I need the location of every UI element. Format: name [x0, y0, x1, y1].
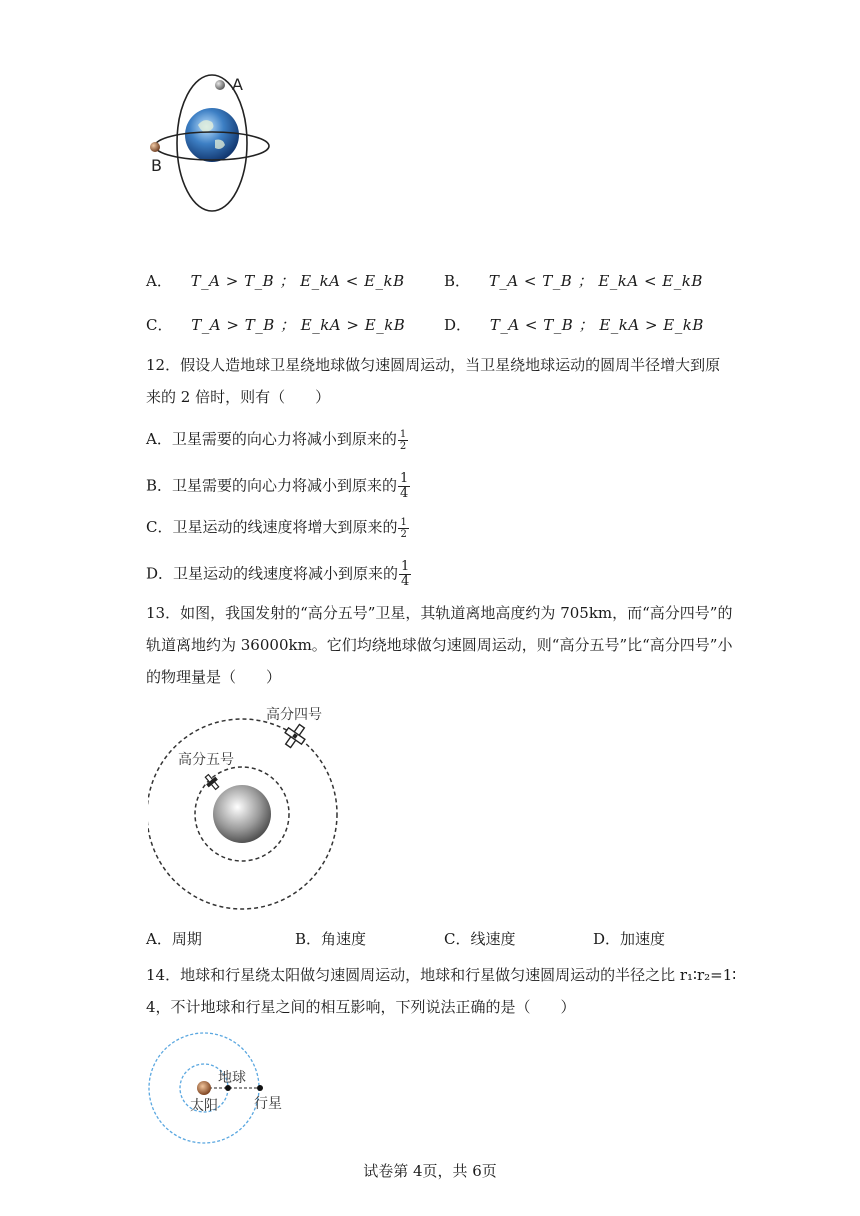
- fraction: $\frac{1}{2}$: [400, 516, 407, 540]
- q11-option-b: B． T_A < T_B ； E_kA < E_kB: [444, 272, 703, 290]
- satellite-b: [150, 142, 160, 152]
- q11-option-d: D． T_A < T_B ； E_kA > E_kB: [444, 316, 704, 334]
- sun: [197, 1081, 211, 1095]
- label-planet: 行星: [254, 1096, 282, 1112]
- q12-stem-line1: 12．假设人造地球卫星绕地球做匀速圆周运动，当卫星绕地球运动的圆周半径增大到原: [146, 356, 721, 374]
- earth: [213, 785, 271, 843]
- q13-option-d: D．加速度: [593, 930, 666, 948]
- q14-stem-line2: 4，不计地球和行星之间的相互影响，下列说法正确的是（ ）: [146, 998, 576, 1016]
- q11-option-b-expr: T_A < T_B ； E_kA < E_kB: [488, 272, 703, 290]
- q12-option-c: C．卫星运动的线速度将增大到原来的 $\frac{1}{2}$: [146, 516, 407, 540]
- orbit-figure-ab: [140, 70, 270, 220]
- q12-stem-line2: 来的 2 倍时，则有（ ）: [146, 388, 331, 406]
- label-a: A: [232, 75, 243, 94]
- fraction: $\frac{1}{2}$: [399, 428, 407, 452]
- sun-earth-planet-figure: [144, 1030, 294, 1150]
- label-b: B: [151, 156, 162, 175]
- satellite-gaofen4-icon: [280, 720, 310, 751]
- q11-option-d-expr: T_A < T_B ； E_kA > E_kB: [489, 316, 704, 334]
- satellite-a: [215, 80, 225, 90]
- page-footer: 试卷第 4页，共 6页: [363, 1162, 497, 1180]
- q13-option-c: C．线速度: [444, 930, 516, 948]
- q13-option-a: A．周期: [146, 930, 202, 948]
- q13-stem-line3: 的物理量是（ ）: [146, 668, 282, 686]
- label-sun: 太阳: [190, 1098, 218, 1114]
- gaofen-orbit-figure: [148, 700, 348, 915]
- fraction: $\frac{1}{4}$: [400, 471, 409, 501]
- label-gaofen5: 高分五号: [178, 752, 234, 768]
- planet-dot: [257, 1085, 263, 1091]
- q13-stem-line2: 轨道离地约为 36000km。它们均绕地球做匀速圆周运动，则“高分五号”比“高分四号”小: [146, 636, 733, 654]
- q11-option-a-expr: T_A > T_B ； E_kA < E_kB: [190, 272, 405, 290]
- q11-option-a: A． T_A > T_B ； E_kA < E_kB: [146, 272, 405, 290]
- satellite-gaofen5-icon: [202, 772, 221, 792]
- fraction: $\frac{1}{4}$: [401, 559, 410, 589]
- label-earth: 地球: [218, 1070, 246, 1086]
- q12-option-d: D．卫星运动的线速度将减小到原来的 $\frac{1}{4}$: [146, 559, 410, 589]
- q12-option-b: B．卫星需要的向心力将减小到原来的 $\frac{1}{4}$: [146, 471, 409, 501]
- earth: [185, 108, 239, 162]
- label-gaofen4: 高分四号: [266, 707, 322, 723]
- q13-stem-line1: 13．如图，我国发射的“高分五号”卫星，其轨道离地高度约为 705km，而“高分四号”的: [146, 604, 733, 622]
- q13-option-b: B．角速度: [295, 930, 367, 948]
- q11-option-c: C． T_A > T_B ； E_kA > E_kB: [146, 316, 406, 334]
- q14-stem-line1: 14．地球和行星绕太阳做匀速圆周运动，地球和行星做匀速圆周运动的半径之比 r₁∶r₂=1∶: [146, 966, 737, 984]
- q12-option-a: A．卫星需要的向心力将减小到原来的 $\frac{1}{2}$: [146, 428, 407, 452]
- q11-option-c-expr: T_A > T_B ； E_kA > E_kB: [191, 316, 406, 334]
